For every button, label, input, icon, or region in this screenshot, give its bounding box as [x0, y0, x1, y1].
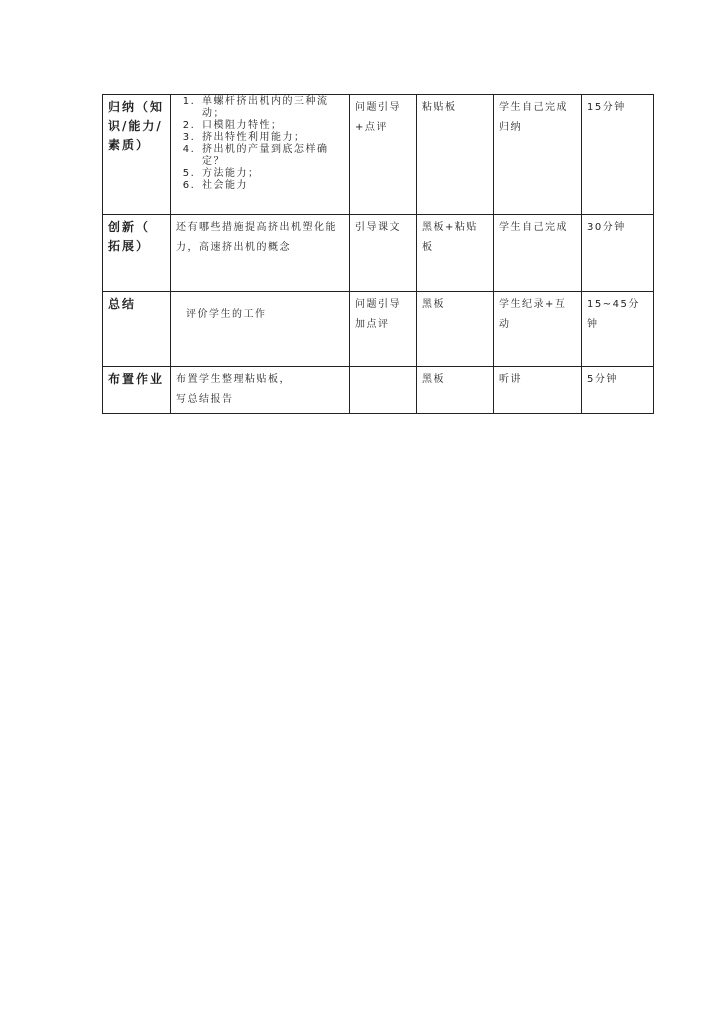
- activity-cell: 学生自己完成归纳: [494, 95, 582, 215]
- list-item: 2. 口模阻力特性；: [200, 120, 344, 132]
- time-cell: 30分钟: [582, 215, 654, 292]
- stage-cell: 创新（ 拓展）: [103, 215, 171, 292]
- content-cell: [171, 95, 350, 215]
- stage-cell: 布置作业: [103, 367, 171, 414]
- table-row: [103, 367, 654, 414]
- content-list: [176, 96, 344, 192]
- media-cell: 黑板: [417, 292, 494, 367]
- content-cell: [171, 292, 350, 367]
- list-item: 6. 社会能力: [200, 180, 344, 192]
- media-cell: 黑板: [417, 367, 494, 414]
- method-cell: 问题引导加点评: [350, 292, 417, 367]
- table-row: [103, 292, 654, 367]
- list-item: 1. 单螺杆挤出机内的三种流动；: [200, 96, 344, 120]
- media-cell: 黑板+粘贴板: [417, 215, 494, 292]
- time-cell: 15~45分钟: [582, 292, 654, 367]
- time-cell: 15分钟: [582, 95, 654, 215]
- activity-cell: 学生纪录+互动: [494, 292, 582, 367]
- content-line: 布置学生整理粘贴板，: [176, 374, 291, 385]
- list-item: 5. 方法能力；: [200, 168, 344, 180]
- stage-cell: 总结: [103, 292, 171, 367]
- list-item: 4. 挤出机的产量到底怎样确定？: [200, 144, 344, 168]
- table-row: [103, 95, 654, 215]
- content-cell: 还有哪些措施提高挤出机塑化能力，高速挤出机的概念: [171, 215, 350, 292]
- activity-cell: 学生自己完成: [494, 215, 582, 292]
- time-cell: 5分钟: [582, 367, 654, 414]
- lesson-plan-table: [102, 94, 654, 414]
- content-line: 写总结报告: [176, 394, 234, 405]
- content-text: 评价学生的工作: [186, 309, 267, 320]
- method-cell: 问题引导+点评: [350, 95, 417, 215]
- media-cell: 粘贴板: [417, 95, 494, 215]
- method-cell: 引导课文: [350, 215, 417, 292]
- content-cell: [171, 367, 350, 414]
- activity-cell: 听讲: [494, 367, 582, 414]
- list-item: 3. 挤出特性利用能力；: [200, 132, 344, 144]
- method-cell: [350, 367, 417, 414]
- table-row: [103, 215, 654, 292]
- stage-cell: 归纳（知识/能力/素质）: [103, 95, 171, 215]
